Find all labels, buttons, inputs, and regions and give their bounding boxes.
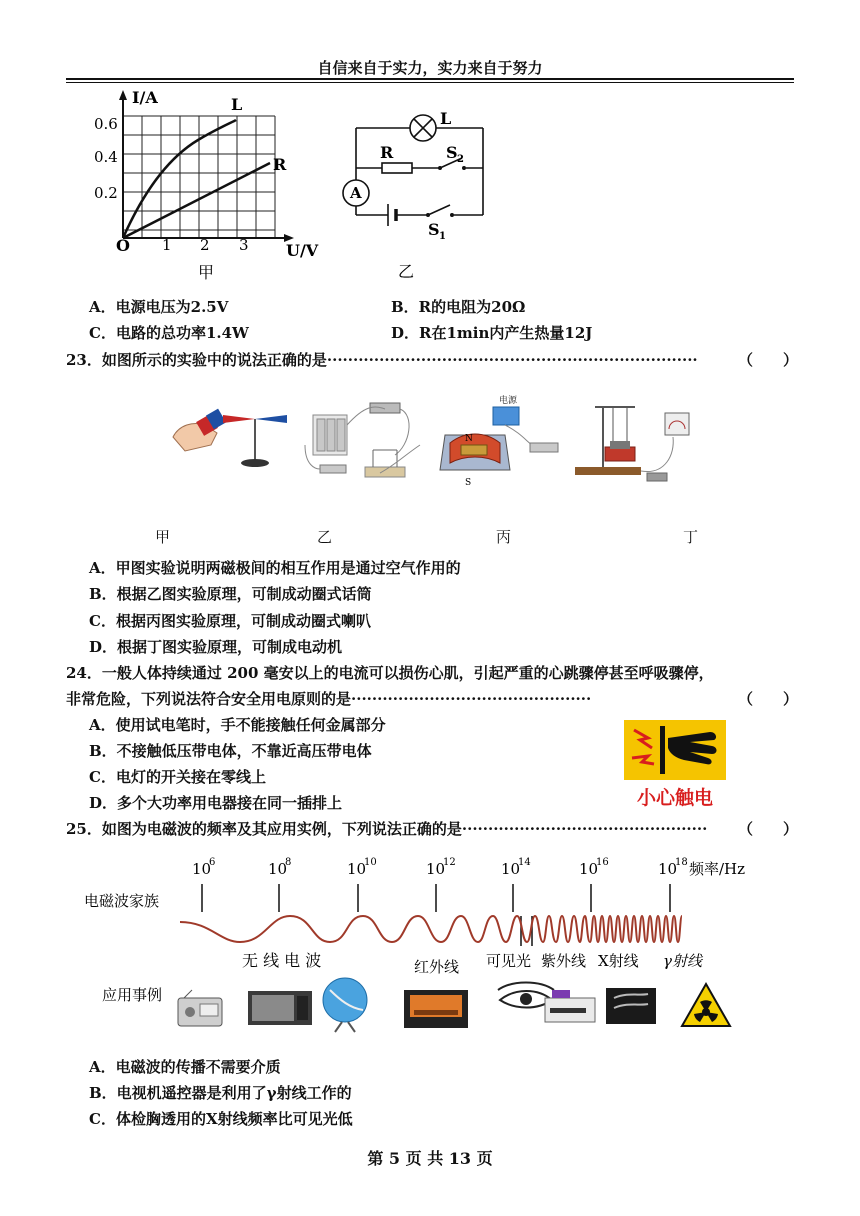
switch1-sub: 1 <box>439 231 446 242</box>
svg-text:18: 18 <box>675 857 688 868</box>
fig-bing-electromagnet <box>380 394 558 488</box>
figure-label-yi: 乙 <box>398 262 415 281</box>
curve-L-label: L <box>231 95 243 114</box>
figure-label-jia: 甲 <box>198 263 215 282</box>
y-axis-label: I/A <box>132 88 158 107</box>
em-spectrum-diagram <box>80 850 760 1040</box>
header-rule-thin <box>66 82 794 83</box>
switch2-label: S <box>446 143 458 162</box>
q25-option-a: A．电磁波的传播不需要介质 <box>89 1058 281 1076</box>
xray-image-icon <box>606 988 656 1024</box>
switch1-label: S <box>428 220 440 239</box>
fig-yi-oersted <box>305 403 409 477</box>
line-R <box>123 163 270 238</box>
svg-text:12: 12 <box>443 857 456 868</box>
fig-label-jia: 甲 <box>155 528 171 546</box>
fig-jia-magnet-compass <box>173 409 287 467</box>
y-tick: 0.2 <box>94 184 118 202</box>
svg-text:8: 8 <box>285 857 292 868</box>
q24-stem-line2: 非常危险，下列说法符合安全用电原则的是·············································· <box>66 690 592 708</box>
microwave-icon <box>248 991 312 1025</box>
svg-text:10: 10 <box>192 860 212 878</box>
header-rule <box>66 78 794 80</box>
family-label: 电磁波家族 <box>84 892 160 910</box>
x-tick: 2 <box>200 236 210 254</box>
y-tick: 0.6 <box>94 115 118 133</box>
iu-graph <box>88 88 328 288</box>
q23-option-a: A．甲图实验说明两磁极间的相互作用是通过空气作用的 <box>89 559 461 577</box>
q24-stem-line1: 24．一般人体持续通过 200 毫安以上的电流可以损伤心肌，引起严重的心跳骤停甚至呼吸骤停， <box>66 664 714 682</box>
circuit-diagram <box>340 100 500 285</box>
svg-text:10: 10 <box>268 860 288 878</box>
svg-text:14: 14 <box>518 857 531 868</box>
svg-text:电源: 电源 <box>499 396 518 406</box>
electric-shock-sign <box>620 718 732 810</box>
svg-text:16: 16 <box>596 857 609 868</box>
page-header: 自信来自于实力，实力来自于努力 <box>317 59 543 77</box>
svg-text:6: 6 <box>209 857 216 868</box>
line-R-label: R <box>273 155 287 174</box>
origin-label: O <box>116 236 130 255</box>
resistor-label: R <box>380 143 394 162</box>
app-label: 应用事例 <box>102 986 163 1004</box>
x-tick: 1 <box>162 236 172 254</box>
q24-option-d: D．多个大功率用电器接在同一插排上 <box>89 794 343 812</box>
y-tick: 0.4 <box>94 148 118 166</box>
lamp-label: L <box>440 109 452 128</box>
band-xray: X射线 <box>598 952 639 970</box>
satellite-dish-icon <box>323 978 367 1032</box>
svg-text:10: 10 <box>579 860 599 878</box>
q22-option-c: C．电路的总功率1.4W <box>89 324 249 342</box>
svg-text:N: N <box>465 434 473 444</box>
q23-option-d: D．根据丁图实验原理，可制成电动机 <box>89 638 343 656</box>
svg-text:10: 10 <box>426 860 446 878</box>
fig-label-ding: 丁 <box>683 528 699 546</box>
svg-text:10: 10 <box>347 860 367 878</box>
q22-option-b: B．R的电阻为20Ω <box>391 298 526 316</box>
x-tick: 3 <box>239 236 249 254</box>
band-visible: 可见光 <box>486 952 532 970</box>
q22-option-d: D．R在1min内产生热量12J <box>391 324 593 342</box>
q24-option-a: A．使用试电笔时，手不能接触任何金属部分 <box>89 716 386 734</box>
q23-answer-blank: （ ） <box>738 351 799 369</box>
page-footer: 第 5 页 共 13 页 <box>367 1149 493 1168</box>
q23-experiments <box>165 385 725 495</box>
band-infrared: 红外线 <box>414 958 460 976</box>
oven-icon <box>404 990 468 1028</box>
band-radio: 无 线 电 波 <box>242 951 322 970</box>
svg-text:S: S <box>465 478 472 488</box>
fig-label-bing: 丙 <box>496 528 512 546</box>
q25-answer-blank: （ ） <box>738 820 799 838</box>
sign-text: 小心触电 <box>636 787 714 809</box>
q22-option-a: A．电源电压为2.5V <box>89 298 229 316</box>
q24-option-b: B．不接触低压带电体，不靠近高压带电体 <box>89 742 372 760</box>
q23-option-b: B．根据乙图实验原理，可制成动圈式话筒 <box>89 585 372 603</box>
svg-text:10: 10 <box>501 860 521 878</box>
svg-text:10: 10 <box>364 857 377 868</box>
svg-text:10: 10 <box>658 860 678 878</box>
q24-option-c: C．电灯的开关接在零线上 <box>89 768 266 786</box>
q25-option-c: C．体检胸透用的X射线频率比可见光低 <box>89 1110 353 1128</box>
uv-detector-icon <box>545 990 595 1022</box>
band-gamma: γ射线 <box>663 952 702 970</box>
switch2-sub: 2 <box>457 154 464 165</box>
fig-label-yi: 乙 <box>317 528 333 546</box>
x-axis-label: U/V <box>286 241 319 260</box>
q23-option-c: C．根据丙图实验原理，可制成动圈式喇叭 <box>89 612 371 630</box>
em-wave <box>180 916 682 942</box>
band-uv: 紫外线 <box>541 952 587 970</box>
freq-unit: 频率/Hz <box>689 860 746 878</box>
q25-stem: 25．如图为电磁波的频率及其应用实例，下列说法正确的是··············································· <box>66 820 708 838</box>
radiation-hazard-icon <box>682 984 730 1026</box>
q24-answer-blank: （ ） <box>738 690 799 708</box>
q25-option-b: B．电视机遥控器是利用了γ射线工作的 <box>89 1084 352 1102</box>
fig-ding-induction <box>575 407 689 481</box>
radio-icon <box>178 990 222 1026</box>
q23-stem: 23．如图所示的实验中的说法正确的是······································································· <box>66 351 698 369</box>
ammeter-label: A <box>350 184 362 202</box>
